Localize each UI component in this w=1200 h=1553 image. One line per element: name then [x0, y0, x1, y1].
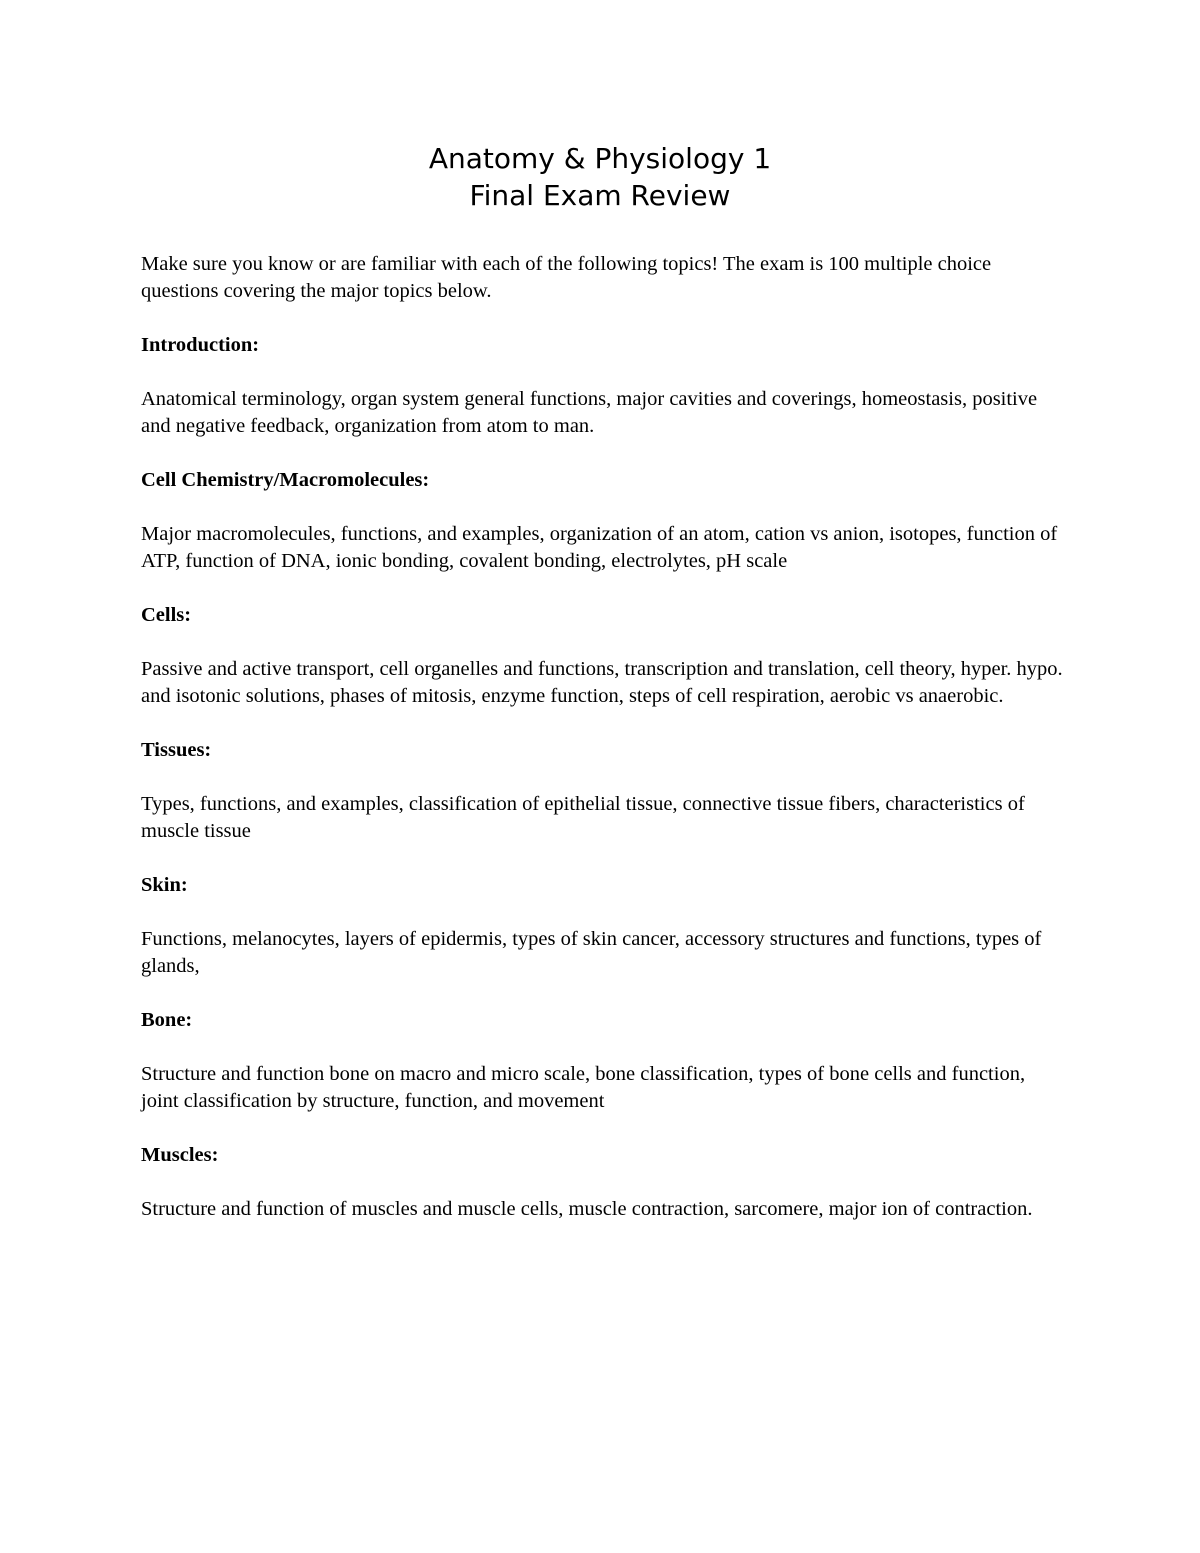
section-heading: Skin:: [141, 874, 188, 896]
section-body: Structure and function bone on macro and micro scale, bone classification, types of bone cells and function, joint classification by structure, function, and movement: [141, 1063, 1026, 1112]
section-body: Passive and active transport, cell organelles and functions, transcription and translation, cell theory, hyper. hypo. and isotonic solutions, phases of mitosis, enzyme function, steps of cell respiration, aerobic vs anaerobic.: [141, 658, 1063, 707]
title-line-1: Anatomy & Physiology 1: [428, 142, 772, 175]
title-line-2: Final Exam Review: [469, 179, 731, 212]
section-heading: Introduction:: [141, 334, 260, 356]
section-tissues: [141, 737, 1066, 845]
section-heading: Muscles:: [141, 1144, 219, 1166]
section-body: Major macromolecules, functions, and examples, organization of an atom, cation vs anion, isotopes, function of ATP, function of DNA, ionic bonding, covalent bonding, electrolytes, pH scale: [141, 523, 1058, 572]
section-body: Types, functions, and examples, classification of epithelial tissue, connective tissue fibers, characteristics of muscle tissue: [141, 793, 1025, 842]
section-introduction: [141, 332, 1066, 440]
section-heading: Bone:: [141, 1009, 193, 1031]
document-body: [141, 251, 1066, 1250]
section-heading: Cells:: [141, 604, 192, 626]
document-title: [0, 140, 1200, 214]
section-cells: [141, 602, 1066, 710]
section-muscles: [141, 1142, 1066, 1223]
section-cell-chemistry: [141, 467, 1066, 575]
section-bone: [141, 1007, 1066, 1115]
section-body: Anatomical terminology, organ system general functions, major cavities and coverings, homeostasis, positive and negative feedback, organization from atom to man.: [141, 388, 1038, 437]
section-body: Functions, melanocytes, layers of epidermis, types of skin cancer, accessory structures and functions, types of glands,: [141, 928, 1042, 977]
intro-paragraph: Make sure you know or are familiar with each of the following topics! The exam is 100 multiple choice questions covering the major topics below.: [141, 253, 992, 302]
section-skin: [141, 872, 1066, 980]
section-heading: Cell Chemistry/Macromolecules:: [141, 469, 430, 491]
section-heading: Tissues:: [141, 739, 212, 761]
section-body: Structure and function of muscles and muscle cells, muscle contraction, sarcomere, major ion of contraction.: [141, 1198, 1033, 1220]
